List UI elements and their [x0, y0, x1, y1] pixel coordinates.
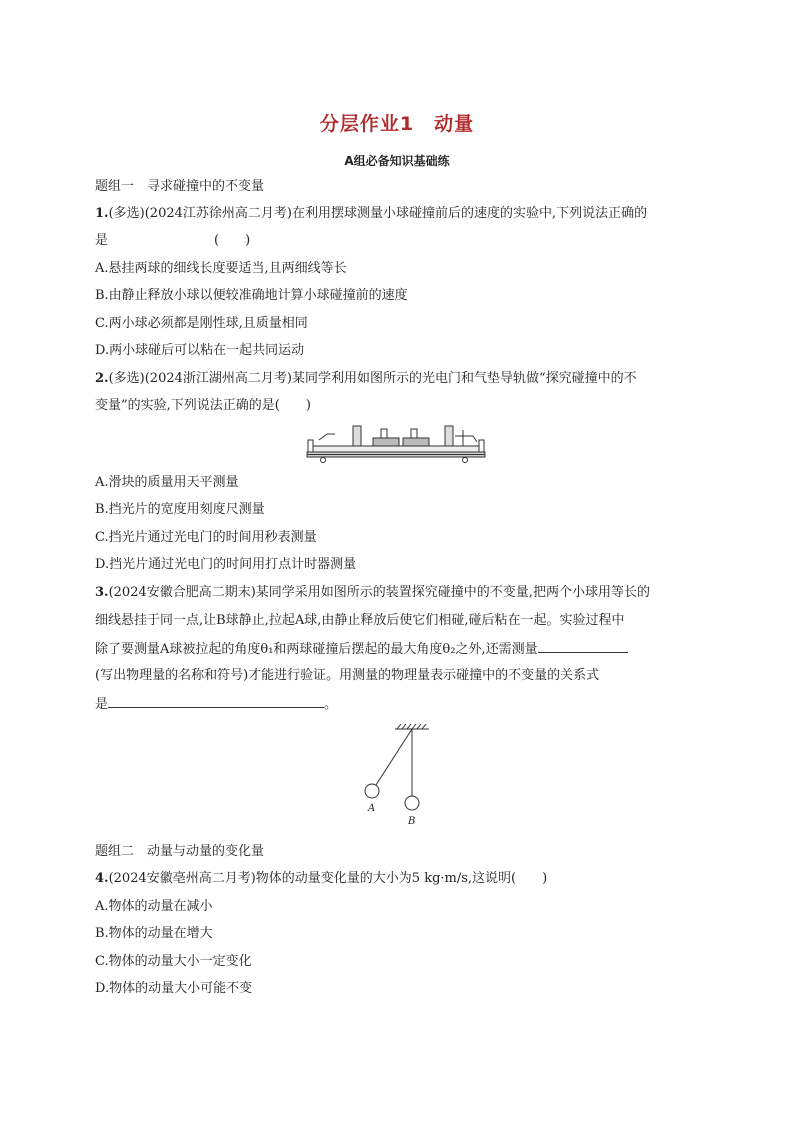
question-1-text-cont: 是: [95, 233, 109, 248]
question-1-line-1: [95, 205, 647, 223]
question-3-line-3: [95, 640, 628, 659]
question-4-option-d: D.物体的动量大小可能不变: [95, 981, 253, 996]
question-2-option-d: D.挡光片通过光电门的时间用打点计时器测量: [95, 557, 357, 572]
question-1-number: 1.: [95, 206, 109, 221]
group-heading-2: 题组二 动量与动量的变化量: [95, 844, 265, 859]
question-4-text: (2024安徽亳州高二月考)物体的动量变化量的大小为5 kg·m/s,这说明( ): [108, 871, 548, 886]
question-3-line-1: [95, 584, 650, 602]
question-2-text: (多选)(2024浙江湖州高二月考)某同学利用如图所示的光电门和气垫导轨做“探究碰撞中的不: [108, 371, 637, 386]
question-2-line-1: [95, 370, 637, 388]
section-heading: A组必备知识基础练: [344, 154, 450, 168]
question-1-option-c: C.两小球必须都是刚性球,且质量相同: [95, 316, 308, 331]
question-3-text: (2024安徽合肥高二期末)某同学采用如图所示的装置探究碰撞中的不变量,把两个小球用等长的: [108, 585, 650, 600]
ball-a-label: A: [368, 803, 376, 814]
question-1-option-b: B.由静止释放小球以便较准确地计算小球碰撞前的速度: [95, 288, 408, 303]
question-1-option-a: A.悬挂两球的细线长度要适当,且两细线等长: [95, 261, 347, 276]
question-3-number: 3.: [95, 585, 109, 600]
answer-blank-2[interactable]: [108, 695, 324, 708]
question-2-option-a: A.滑块的质量用天平测量: [95, 475, 239, 490]
question-1-option-d: D.两小球碰后可以粘在一起共同运动: [95, 343, 305, 358]
ball-b-label: B: [408, 816, 416, 827]
question-2-number: 2.: [95, 371, 109, 386]
question-3-text-line-5: 是: [95, 697, 109, 712]
question-3-line-2: 细线悬挂于同一点,让B球静止,拉起A球,由静止释放后使它们相碰,碰后粘在一起。实验过程中: [95, 613, 625, 628]
group-heading-1: 题组一 寻求碰撞中的不变量: [95, 179, 265, 194]
question-2-option-b: B.挡光片的宽度用刻度尺测量: [95, 502, 265, 517]
question-3-text-line-3: 除了要测量A球被拉起的角度θ₁和两球碰撞后摆起的最大角度θ₂之外,还需测量: [95, 642, 538, 657]
air-track-figure: [305, 424, 487, 464]
question-4-option-b: B.物体的动量在增大: [95, 926, 213, 941]
question-2-line-2: 变量”的实验,下列说法正确的是( ): [95, 398, 311, 413]
question-4-line-1: [95, 870, 547, 888]
question-3-period: 。: [324, 697, 338, 712]
answer-parentheses: ( ): [214, 233, 251, 248]
page-title: 分层作业1 动量: [319, 113, 475, 135]
question-3-line-5: [95, 695, 337, 714]
answer-blank-1[interactable]: [538, 640, 628, 653]
question-1-text: (多选)(2024江苏徐州高二月考)在利用摆球测量小球碰撞前后的速度的实验中,下列说法正确的: [108, 206, 648, 221]
question-4-option-c: C.物体的动量大小一定变化: [95, 954, 252, 969]
question-4-option-a: A.物体的动量在减小: [95, 899, 213, 914]
question-1-line-2: [95, 232, 250, 250]
question-2-option-c: C.挡光片通过光电门的时间用秒表测量: [95, 530, 317, 545]
pendulum-figure: [355, 724, 445, 830]
question-3-line-4: (写出物理量的名称和符号)才能进行验证。用测量的物理量表示碰撞中的不变量的关系式: [95, 668, 600, 683]
question-4-number: 4.: [95, 871, 109, 886]
